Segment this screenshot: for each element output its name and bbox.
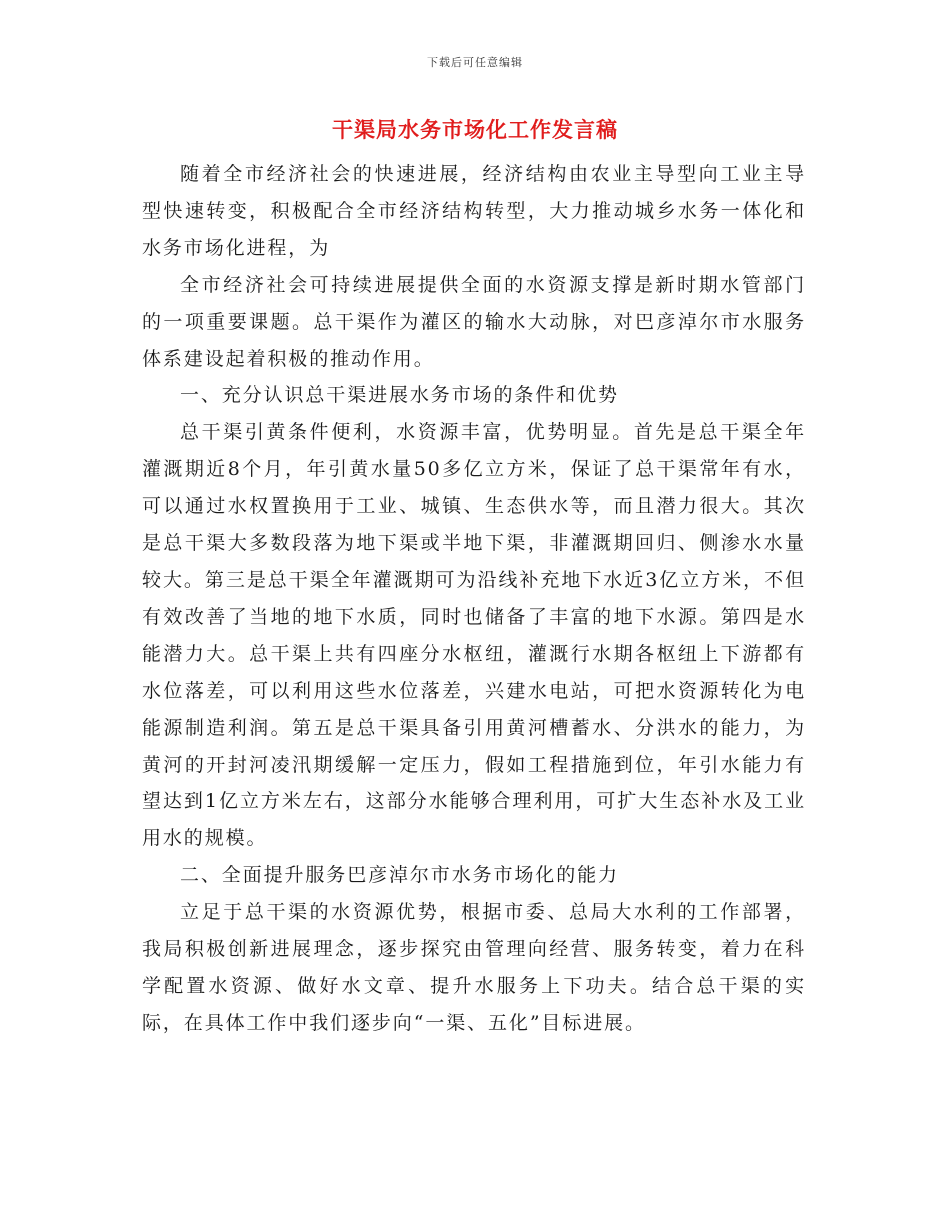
header-note: 下载后可任意编辑 xyxy=(427,56,523,69)
paragraph-capability: 立足于总干渠的水资源优势，根据市委、总局大水利的工作部署，我局积极创新进展理念，逐步探究由管理向经营、服务转变，着力在科学配置水资源、做好水文章、提升水服务上下功夫。结合总干渠的实际，在具体工作中我们逐步向“一渠、五化”目标进展。 xyxy=(142,901,806,1034)
paragraph-intro: 随着全市经济社会的快速进展，经济结构由农业主导型向工业主导型快速转变，积极配合全市经济结构转型，大力推动城乡水务一体化和水务市场化进程，为 xyxy=(142,163,806,259)
section-heading-2: 二、全面提升服务巴彦淖尔市水务市场化的能力 xyxy=(180,864,619,887)
document-body xyxy=(142,156,806,1042)
paragraph-advantages: 总干渠引黄条件便利，水资源丰富，优势明显。首先是总干渠全年灌溉期近8个月，年引黄水量50多亿立方米，保证了总干渠常年有水，可以通过水权置换用于工业、城镇、生态供水等，而且潜力很大。其次是总干渠大多数段落为地下渠或半地下渠，非灌溉期回归、侧渗水水量较大。第三是总干渠全年灌溉期可为沿线补充地下水近3亿立方米，不但有效改善了当地的地下水质，同时也储备了丰富的地下水源。第四是水能潜力大。总干渠上共有四座分水枢纽，灌溉行水期各枢纽上下游都有水位落差，可以利用这些水位落差，兴建水电站，可把水资源转化为电能源制造利润。第五是总干渠具备引用黄河槽蓄水、分洪水的能力，为黄河的开封河凌汛期缓解一定压力，假如工程措施到位，年引水能力有望达到1亿立方米左右，这部分水能够合理利用，可扩大生态补水及工业用水的规模。 xyxy=(142,421,806,850)
section-heading-1: 一、充分认识总干渠进展水务市场的条件和优势 xyxy=(180,384,619,407)
paragraph-intro-continued: 全市经济社会可持续进展提供全面的水资源支撑是新时期水管部门的一项重要课题。总干渠作为灌区的输水大动脉，对巴彦淖尔市水服务体系建设起着积极的推动作用。 xyxy=(142,273,806,370)
document-title: 干渠局水务市场化工作发言稿 xyxy=(332,117,618,142)
